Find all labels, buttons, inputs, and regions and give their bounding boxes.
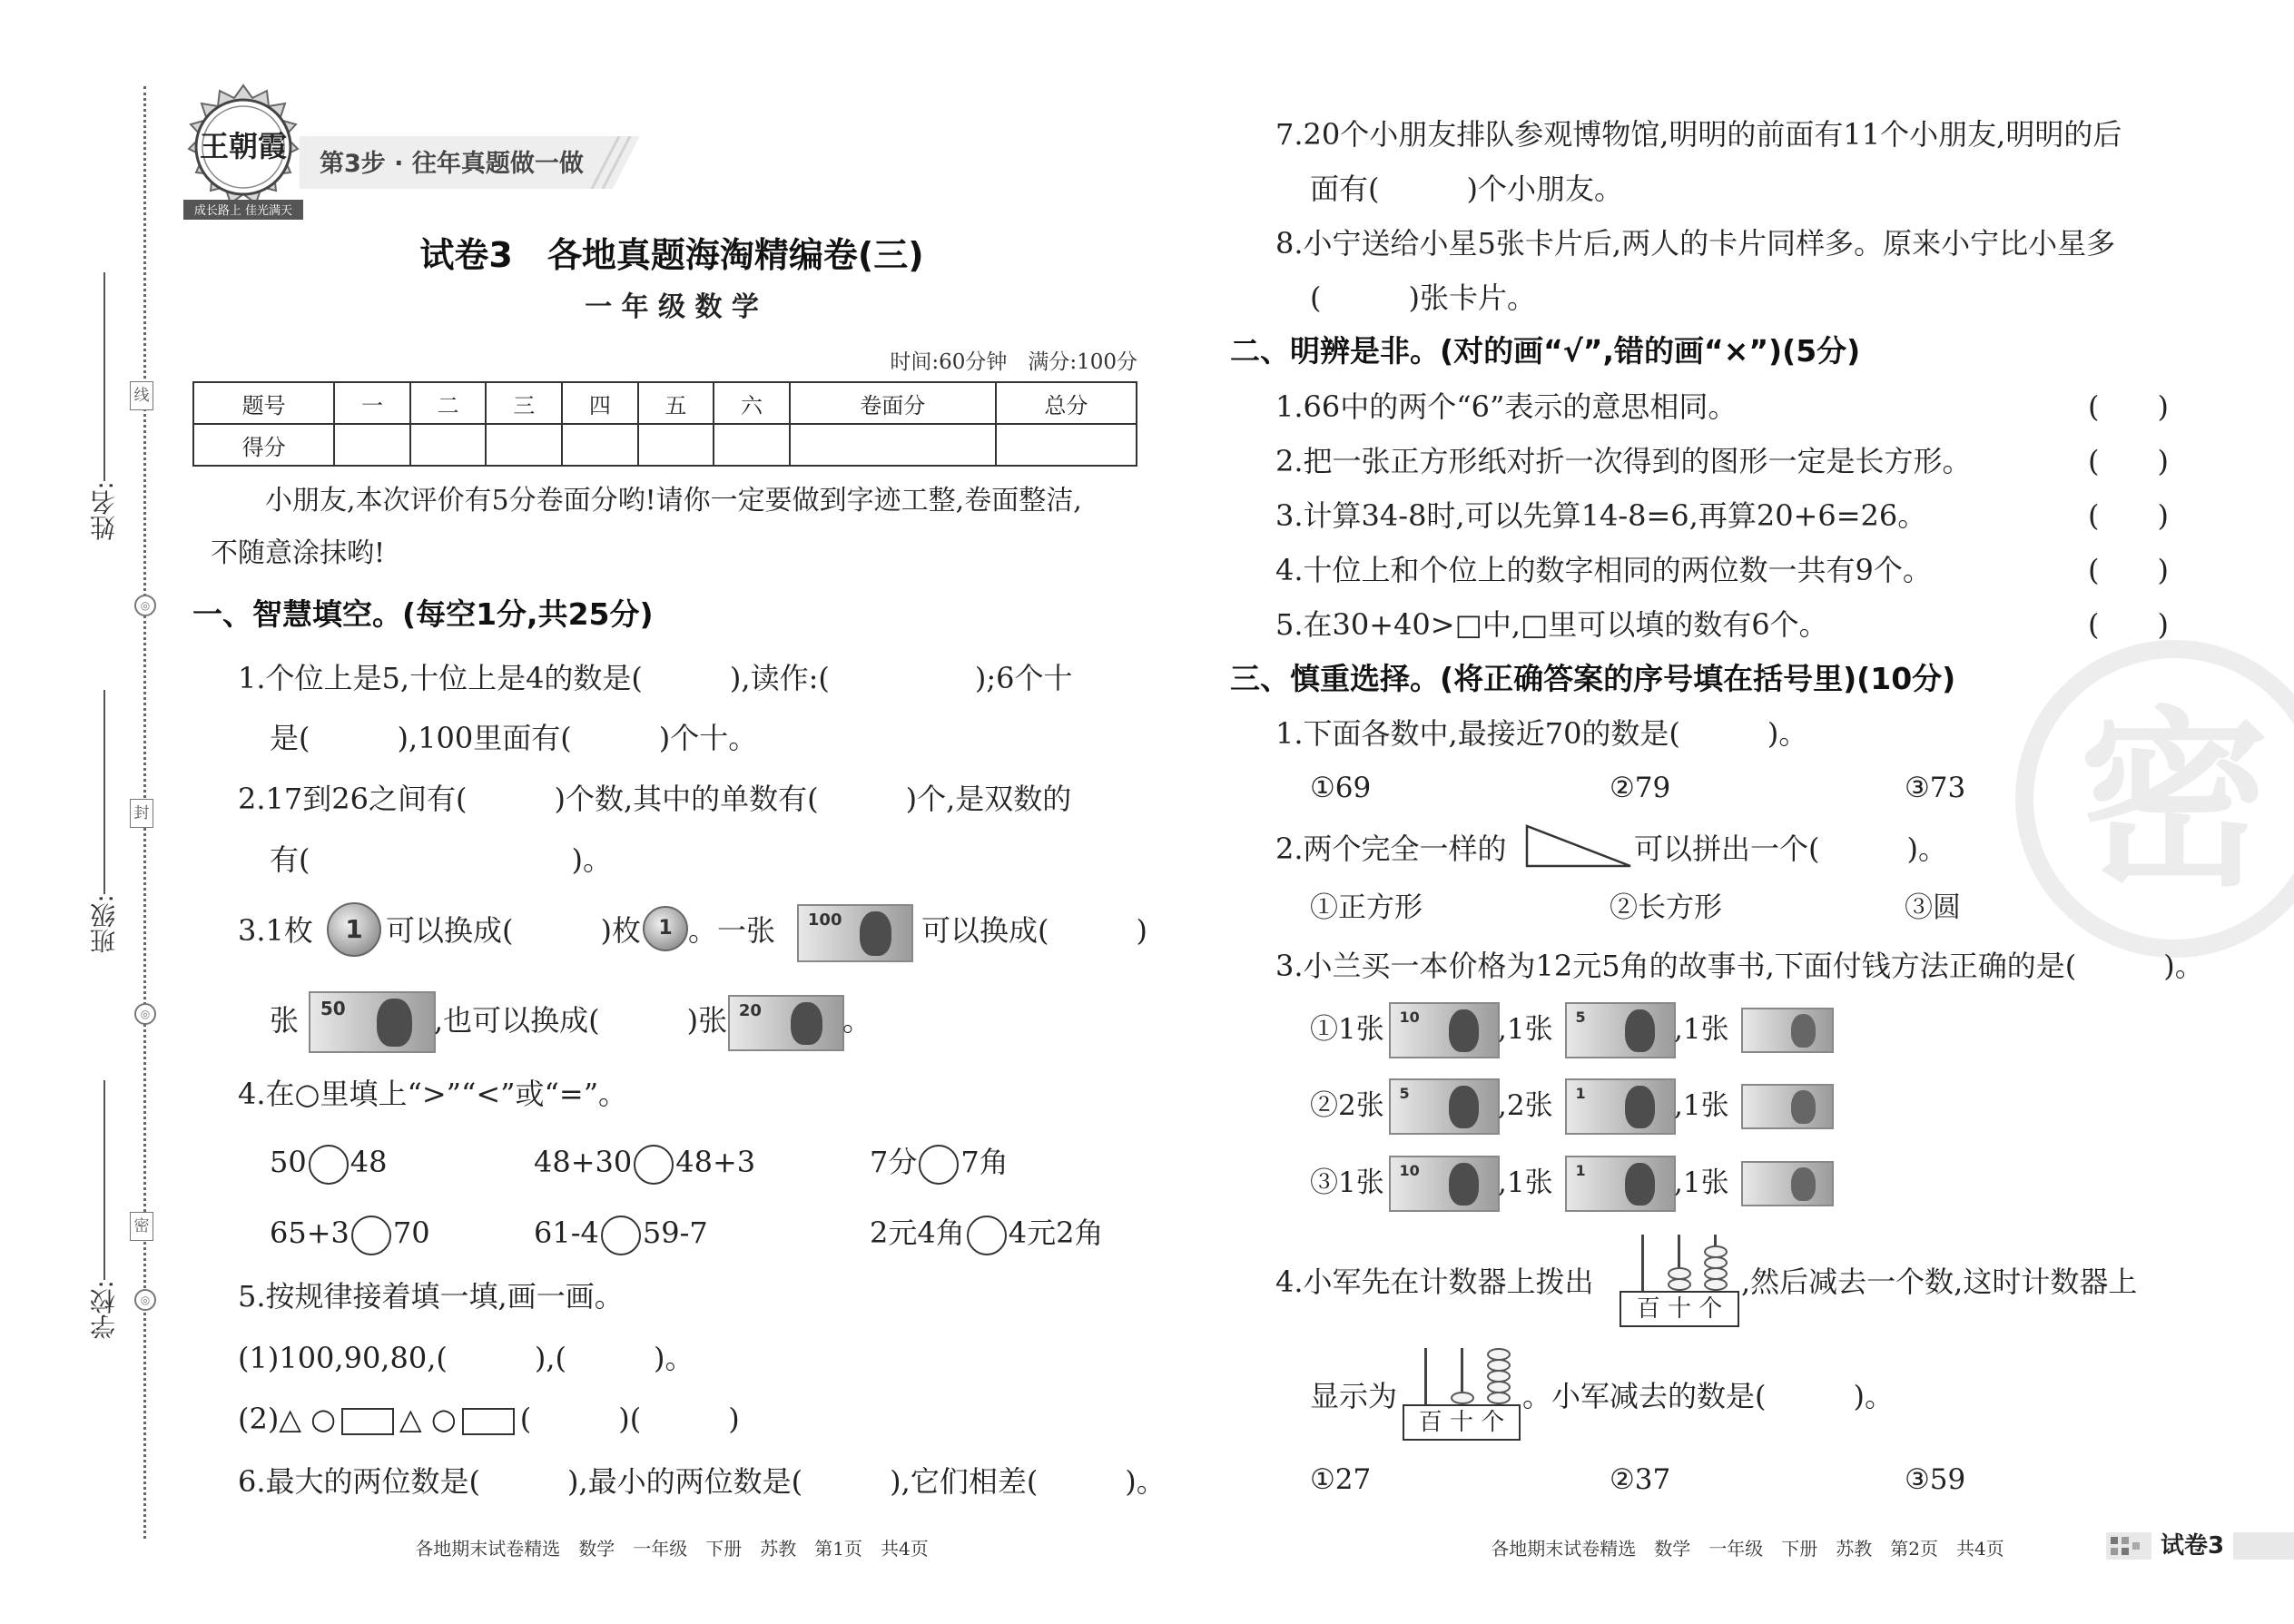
choice-question-4-end: 。小军减去的数是( )。 bbox=[1522, 1379, 1894, 1413]
money-option-label: ,2张 bbox=[1498, 1089, 1553, 1122]
answer-paren: ( ) bbox=[2088, 389, 2169, 424]
compare-circle bbox=[634, 1145, 674, 1185]
money-option-label: ③1张 bbox=[1310, 1166, 1384, 1199]
score-table-header: 卷面分 bbox=[790, 382, 996, 424]
score-table-header: 六 bbox=[714, 382, 790, 424]
question-3-part-4: 可以换成( ) bbox=[921, 913, 1147, 948]
step-ribbon-text: 第3步 · 往年真题做一做 bbox=[320, 150, 584, 178]
section-2-heading: 二、明辨是非。(对的画“√”,错的画“×”)(5分) bbox=[1230, 333, 1861, 369]
money-option-label: ,1张 bbox=[1674, 1166, 1729, 1199]
class-underline bbox=[103, 690, 105, 894]
question-5-stem: 5.按规律接着填一填,画一画。 bbox=[238, 1279, 624, 1314]
money-option-label: ②2张 bbox=[1310, 1089, 1384, 1122]
compare-circle bbox=[309, 1145, 349, 1185]
choice-question-3: 3.小兰买一本价格为12元5角的故事书,下面付钱方法正确的是( )。 bbox=[1275, 949, 2204, 983]
score-table bbox=[192, 381, 1137, 467]
score-table-header: 三 bbox=[486, 382, 562, 424]
banknote-50-icon: 50 bbox=[309, 991, 436, 1053]
score-table-header: 二 bbox=[410, 382, 487, 424]
choice-question-1: 1.下面各数中,最接近70的数是( )。 bbox=[1275, 716, 1808, 751]
abacus-counter-icon: 百 十 个 bbox=[1620, 1235, 1739, 1327]
question-3-part-6: ,也可以换成( )张 bbox=[434, 1003, 728, 1038]
compare-item: 50 48 bbox=[270, 1144, 387, 1185]
true-false-item-5: 5.在30+40>□中,□里可以填的数有6个。 bbox=[1275, 607, 1828, 642]
banknote-1-icon: 1 bbox=[1565, 1078, 1676, 1135]
seal-watermark-icon bbox=[2011, 635, 2294, 962]
score-cell bbox=[562, 424, 638, 466]
banknote-10-icon: 10 bbox=[1389, 1002, 1500, 1058]
compare-item: 7分 7角 bbox=[870, 1144, 1009, 1185]
corner-squares-icon bbox=[2111, 1537, 2143, 1557]
score-cell bbox=[996, 424, 1137, 466]
question-3-part-7: 。 bbox=[842, 1003, 872, 1038]
banknote-100-icon: 100 bbox=[797, 904, 913, 962]
compare-item: 65+3 70 bbox=[270, 1215, 430, 1255]
rectangle-shape bbox=[341, 1408, 394, 1435]
choice-question-2-start: 2.两个完全一样的 bbox=[1275, 832, 1507, 866]
true-false-item-1: 1.66中的两个“6”表示的意思相同。 bbox=[1275, 389, 1738, 424]
compare-circle bbox=[919, 1145, 959, 1185]
choice-question-4-middle: ,然后减去一个数,这时计数器上 bbox=[1741, 1265, 2138, 1299]
school-underline bbox=[103, 1080, 105, 1280]
corner-exam-tag: 试卷3 bbox=[2151, 1530, 2233, 1561]
question-1-line-1: 1.个位上是5,十位上是4的数是( ),读作:( );6个十 bbox=[238, 661, 1073, 695]
question-3-part-1: 3.1枚 bbox=[238, 913, 313, 948]
score-cell bbox=[790, 424, 996, 466]
seal-mark-line: 线 bbox=[130, 381, 153, 410]
compare-circle bbox=[601, 1216, 641, 1255]
binding-ring-icon: ◎ bbox=[134, 1289, 156, 1311]
answer-paren: ( ) bbox=[2088, 444, 2169, 478]
svg-text:王朝霞: 王朝霞 bbox=[199, 129, 288, 163]
score-table-header: 五 bbox=[638, 382, 714, 424]
score-cell bbox=[714, 424, 790, 466]
question-5-part-2: (2)△ ○ △ ○ ( )( ) bbox=[238, 1402, 740, 1436]
true-false-item-4: 4.十位上和个位上的数字相同的两位数一共有9个。 bbox=[1275, 553, 1932, 587]
money-option-label: ,1张 bbox=[1498, 1166, 1553, 1199]
choice-option: ①正方形 bbox=[1310, 891, 1423, 924]
svg-text:成长路上 佳光满天: 成长路上 佳光满天 bbox=[193, 204, 293, 218]
choice-option: ①27 bbox=[1310, 1463, 1372, 1496]
class-label: 班级: bbox=[89, 894, 119, 954]
banknote-5-icon: 5 bbox=[1389, 1078, 1500, 1135]
choice-option: ③59 bbox=[1905, 1463, 1966, 1496]
money-option-label: ,1张 bbox=[1674, 1013, 1729, 1046]
choice-option: ②37 bbox=[1610, 1463, 1671, 1496]
score-table-row bbox=[193, 424, 1137, 466]
true-false-item-2: 2.把一张正方形纸对折一次得到的图形一定是长方形。 bbox=[1275, 444, 1972, 478]
question-5-part-1: (1)100,90,80,( ),( )。 bbox=[238, 1341, 694, 1375]
compare-item: 2元4角 4元2角 bbox=[870, 1215, 1103, 1255]
abacus-counter-icon: 百 十 个 bbox=[1403, 1348, 1521, 1441]
banknote-5-jiao-icon bbox=[1741, 1008, 1834, 1053]
answer-paren: ( ) bbox=[2088, 498, 2169, 533]
answer-paren: ( ) bbox=[2088, 553, 2169, 587]
compare-item: 61-4 59-7 bbox=[534, 1215, 708, 1255]
banknote-20-icon: 20 bbox=[728, 995, 844, 1051]
school-label: 学校: bbox=[89, 1280, 119, 1340]
banknote-10-icon: 10 bbox=[1389, 1156, 1500, 1212]
time-score-line: 时间:60分钟 满分:100分 bbox=[890, 350, 1137, 374]
one-jiao-coin-icon: 1 bbox=[643, 906, 688, 951]
question-4-stem: 4.在○里填上“>”“<”或“=”。 bbox=[238, 1077, 628, 1111]
choice-option: ②79 bbox=[1610, 772, 1671, 804]
choice-option: ③圆 bbox=[1905, 891, 1961, 924]
score-table-header: 题号 bbox=[193, 382, 334, 424]
choice-option: ③73 bbox=[1905, 772, 1966, 804]
choice-option: ②长方形 bbox=[1610, 891, 1722, 924]
question-3-part-2: 可以换成( )枚 bbox=[386, 913, 641, 948]
true-false-item-3: 3.计算34-8时,可以先算14-8=6,再算20+6=26。 bbox=[1275, 498, 1927, 533]
choice-option: ①69 bbox=[1310, 772, 1372, 804]
question-2-line-1: 2.17到26之间有( )个数,其中的单数有( )个,是双数的 bbox=[238, 782, 1072, 816]
footer-right: 各地期末试卷精选 数学 一年级 下册 苏教 第2页 共4页 bbox=[1491, 1538, 2004, 1560]
score-table-header: 四 bbox=[562, 382, 638, 424]
intro-line-2: 不随意涂抹哟! bbox=[211, 537, 386, 569]
score-row-label: 得分 bbox=[193, 424, 334, 466]
score-table-header: 总分 bbox=[996, 382, 1137, 424]
compare-item: 48+30 48+3 bbox=[534, 1144, 755, 1185]
answer-paren: ( ) bbox=[2088, 607, 2169, 642]
section-1-heading: 一、智慧填空。(每空1分,共25分) bbox=[192, 596, 654, 632]
question-2-line-2: 有( )。 bbox=[270, 842, 612, 877]
banknote-5-jiao-icon bbox=[1741, 1161, 1834, 1206]
footer-left: 各地期末试卷精选 数学 一年级 下册 苏教 第1页 共4页 bbox=[415, 1538, 929, 1560]
binding-ring-icon: ◎ bbox=[134, 1003, 156, 1025]
binding-ring-icon: ◎ bbox=[134, 595, 156, 616]
banknote-5-icon: 5 bbox=[1565, 1002, 1676, 1058]
name-underline bbox=[103, 272, 105, 481]
banknote-1-icon: 1 bbox=[1565, 1156, 1676, 1212]
question-3-part-5: 张 bbox=[270, 1003, 300, 1038]
question-6: 6.最大的两位数是( ),最小的两位数是( ),它们相差( )。 bbox=[238, 1464, 1166, 1499]
section-3-heading: 三、慎重选择。(将正确答案的序号填在括号里)(10分) bbox=[1230, 661, 1956, 696]
choice-question-4-part-2: 显示为 bbox=[1310, 1379, 1398, 1413]
score-cell bbox=[334, 424, 410, 466]
score-cell bbox=[638, 424, 714, 466]
seal-mark-secret: 密 bbox=[130, 1212, 153, 1241]
score-cell bbox=[410, 424, 487, 466]
exam-title: 试卷3 各地真题海淘精编卷(三) bbox=[419, 235, 924, 275]
money-option-label: ①1张 bbox=[1310, 1013, 1384, 1046]
question-7-line-1: 7.20个小朋友排队参观博物馆,明明的前面有11个小朋友,明明的后 bbox=[1275, 117, 2122, 152]
banknote-5-jiao-icon bbox=[1741, 1084, 1834, 1129]
question-1-line-2: 是( ),100里面有( )个十。 bbox=[270, 721, 758, 755]
score-cell bbox=[486, 424, 562, 466]
rectangle-shape bbox=[462, 1408, 515, 1435]
money-option-label: ,1张 bbox=[1674, 1089, 1729, 1122]
choice-question-2-end: 可以拼出一个( )。 bbox=[1634, 832, 1947, 866]
question-8-line-2: ( )张卡片。 bbox=[1310, 281, 1536, 315]
intro-line-1: 小朋友,本次评价有5分卷面分哟!请你一定要做到字迹工整,卷面整洁, bbox=[265, 485, 1082, 517]
seal-mark-seal: 封 bbox=[130, 799, 153, 828]
question-8-line-1: 8.小宁送给小星5张卡片后,两人的卡片同样多。原来小宁比小星多 bbox=[1275, 226, 2116, 261]
money-option-label: ,1张 bbox=[1498, 1013, 1553, 1046]
brand-badge-logo bbox=[180, 84, 307, 224]
one-yuan-coin-icon: 1 bbox=[327, 902, 381, 957]
compare-circle bbox=[967, 1216, 1007, 1255]
right-triangle-shape bbox=[1525, 824, 1634, 870]
svg-text:密: 密 bbox=[2078, 690, 2270, 912]
score-table-header-row bbox=[193, 382, 1137, 424]
question-3-part-3: 。一张 bbox=[688, 913, 776, 948]
score-table-header: 一 bbox=[334, 382, 410, 424]
choice-question-4-start: 4.小军先在计数器上拨出 bbox=[1275, 1265, 1594, 1299]
question-7-line-2: 面有( )个小朋友。 bbox=[1310, 172, 1623, 206]
compare-circle bbox=[351, 1216, 391, 1255]
exam-subtitle: 一 年 级 数 学 bbox=[585, 291, 759, 323]
name-label: 姓名: bbox=[89, 481, 119, 541]
